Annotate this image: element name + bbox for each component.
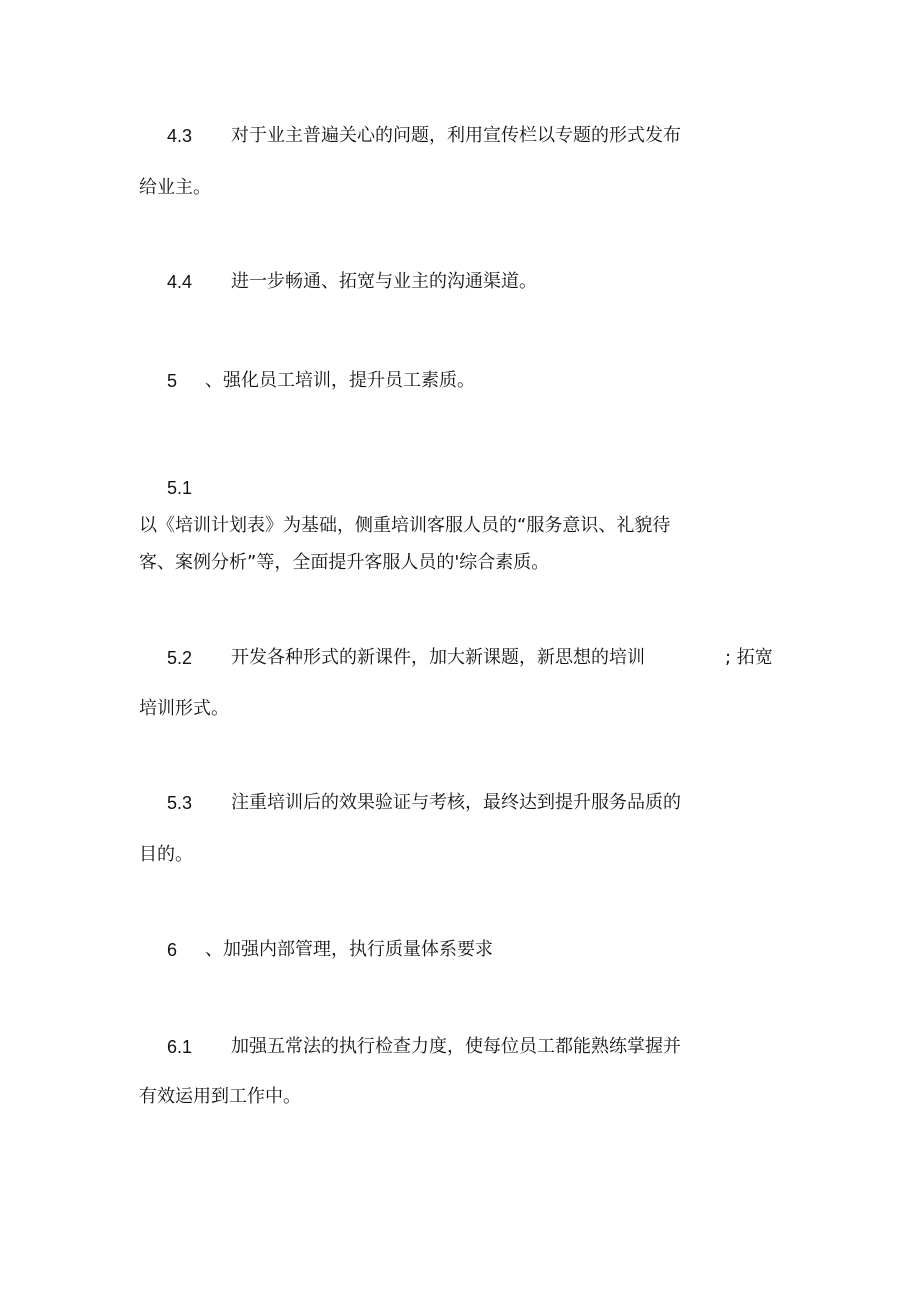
item-text: 对于业主普遍关心的问题，利用宣传栏以专题的形式发布 bbox=[231, 125, 681, 146]
item-text: 注重培训后的效果验证与考核，最终达到提升服务品质的 bbox=[231, 792, 681, 813]
item-number: 4.4 bbox=[167, 272, 193, 292]
item-text-line-1: 以《培训计划表》为基础，侧重培训客服人员的“服务意识、礼貌待 bbox=[139, 515, 671, 536]
item-number: 5.3 bbox=[167, 793, 193, 813]
item-text-line-2: 客、案例分析”等，全面提升客服人员的'综合素质。 bbox=[139, 552, 550, 573]
section-number: 5 bbox=[167, 371, 178, 391]
section-title: 、加强内部管理，执行质量体系要求 bbox=[205, 939, 493, 960]
item-text: 进一步畅通、拓宽与业主的沟通渠道。 bbox=[231, 271, 537, 292]
item-number: 4.3 bbox=[167, 126, 193, 146]
item-text-tail: ; 拓宽 bbox=[725, 647, 773, 668]
item-text: 加强五常法的执行检查力度，使每位员工都能熟练掌握并 bbox=[231, 1036, 681, 1057]
item-continuation: 给业主。 bbox=[139, 177, 211, 198]
item-continuation: 目的。 bbox=[139, 844, 193, 865]
section-number: 6 bbox=[167, 940, 178, 960]
item-number: 5.2 bbox=[167, 648, 193, 668]
item-text: 开发各种形式的新课件，加大新课题，新思想的培训 bbox=[231, 647, 645, 668]
item-number: 5.1 bbox=[167, 478, 193, 498]
section-title: 、强化员工培训，提升员工素质。 bbox=[205, 370, 475, 391]
item-continuation: 培训形式。 bbox=[139, 698, 229, 719]
item-continuation: 有效运用到工作中。 bbox=[139, 1086, 301, 1107]
item-number: 6.1 bbox=[167, 1037, 193, 1057]
